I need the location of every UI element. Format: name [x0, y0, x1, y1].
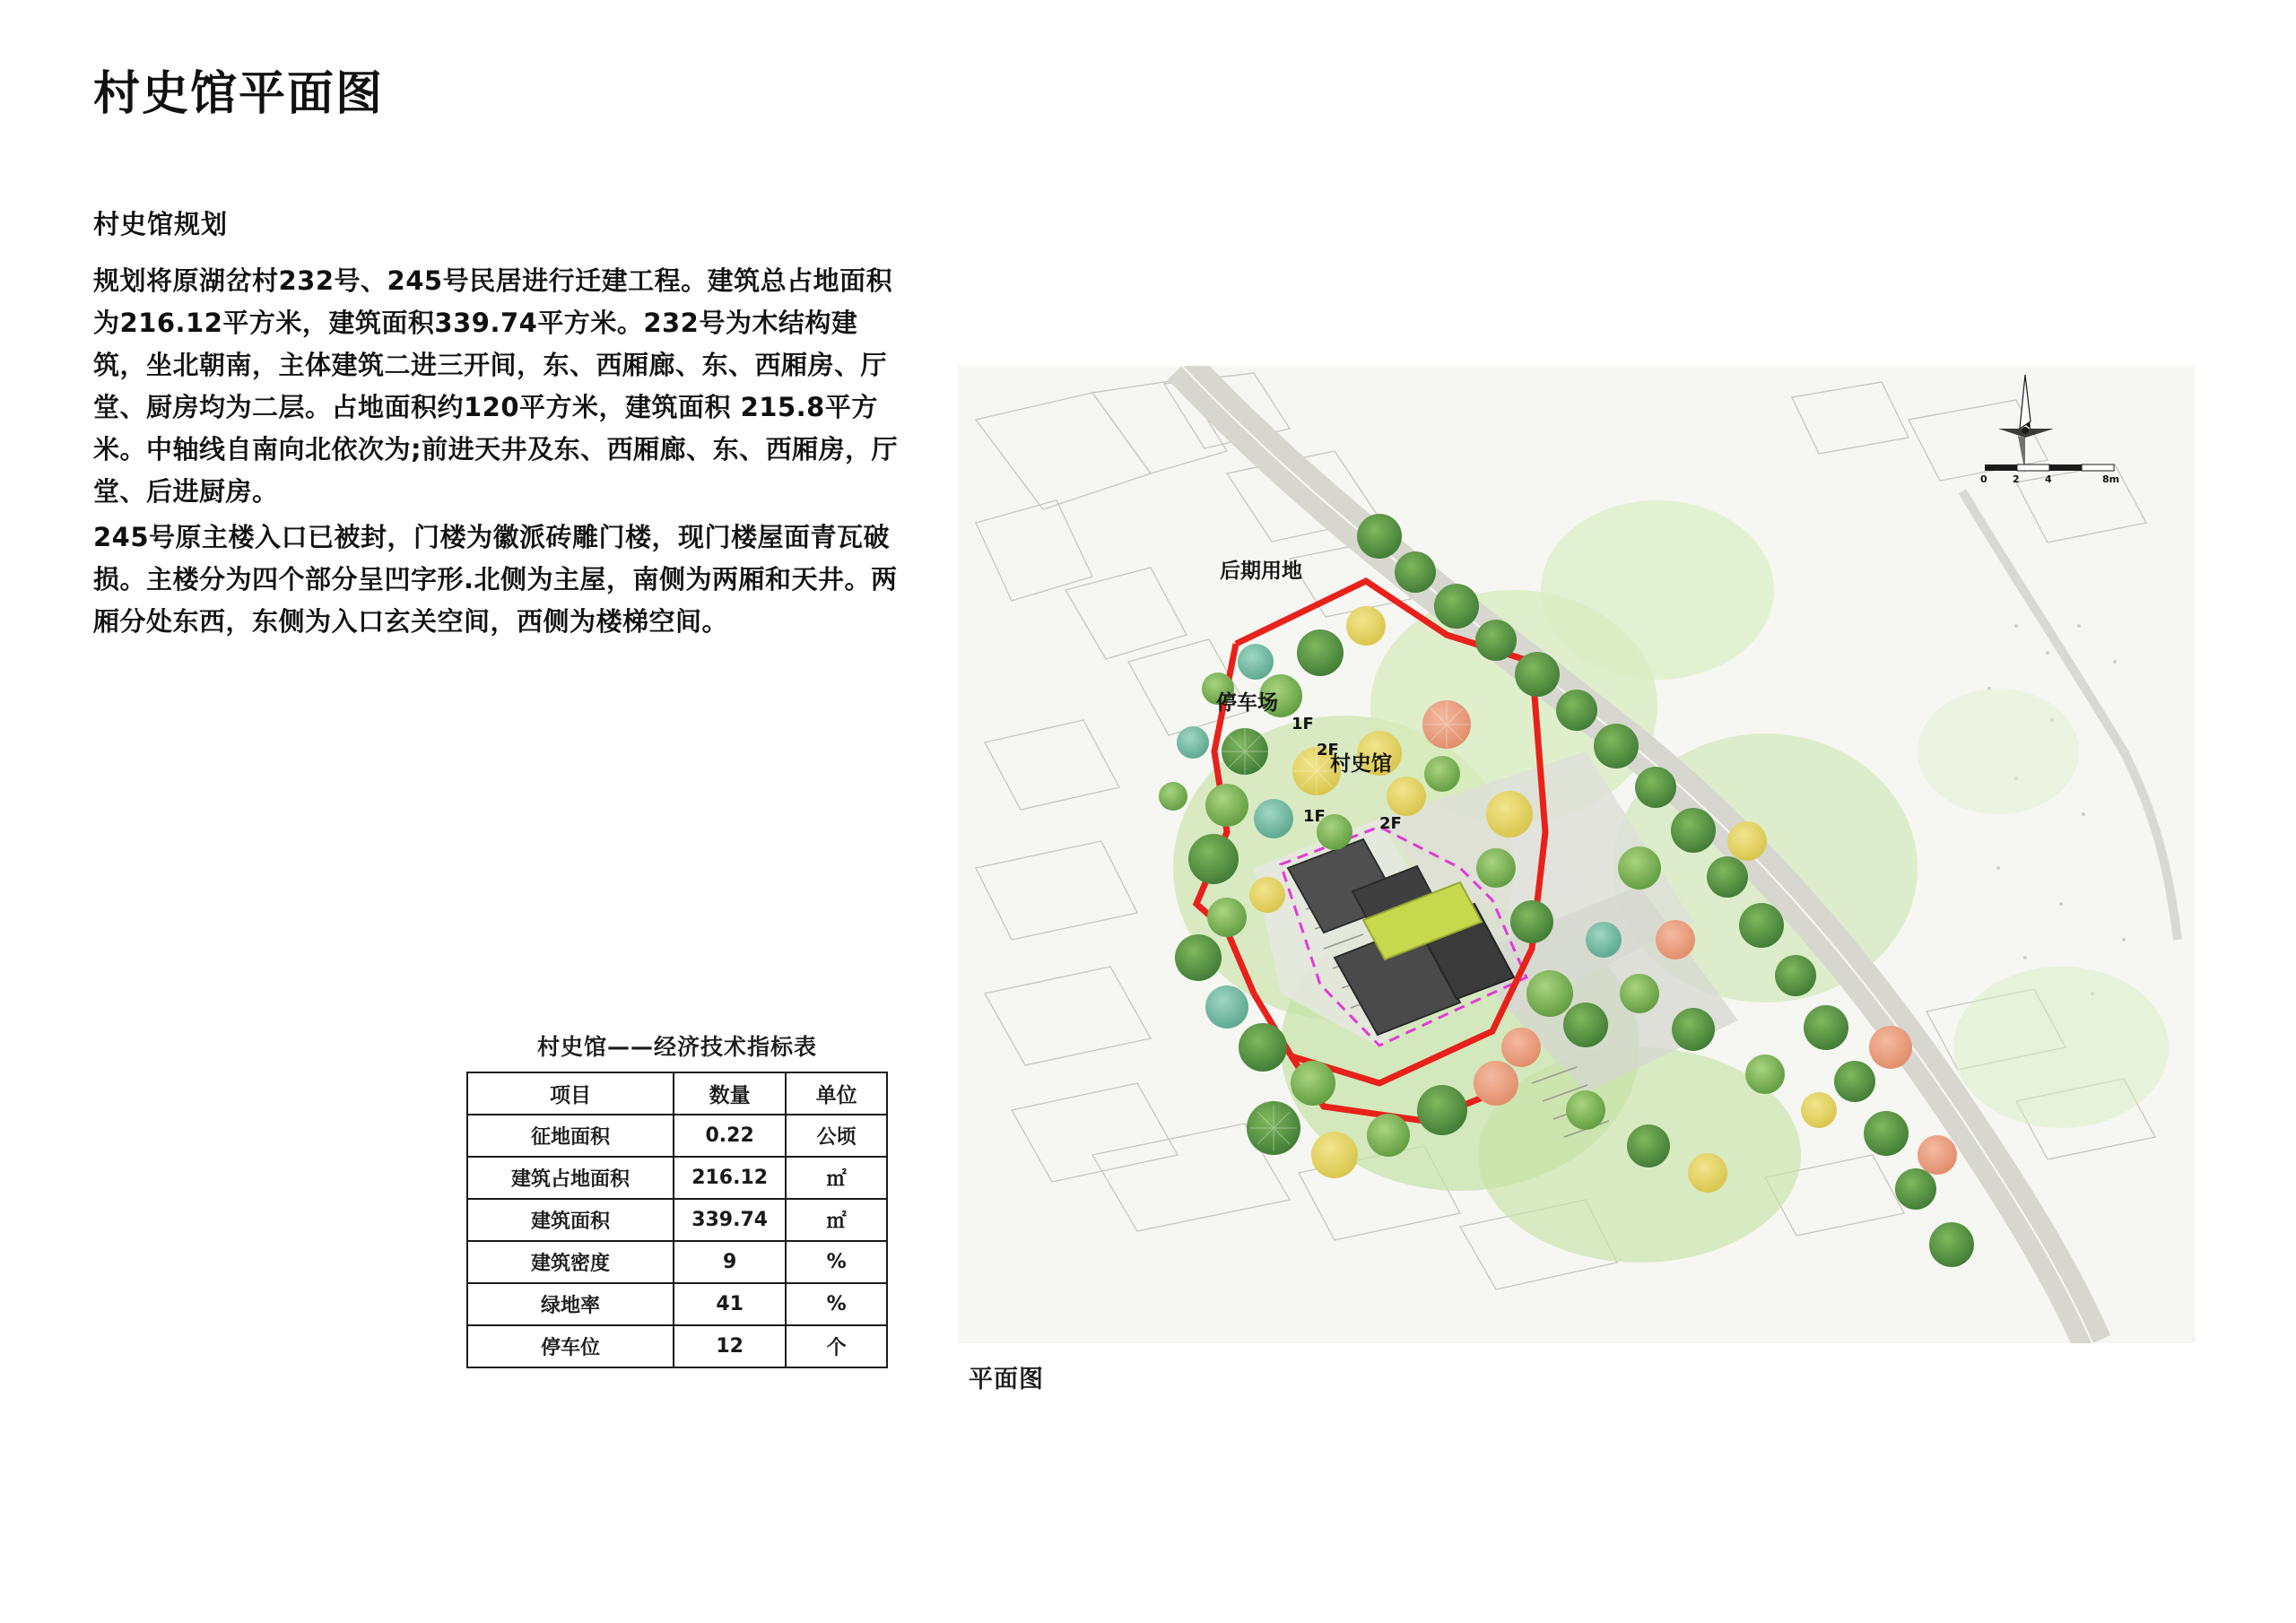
site-plan-svg: [958, 366, 2196, 1343]
scale-tick-2: 2: [2013, 473, 2020, 485]
economic-indicator-table-wrap: [466, 1029, 888, 1368]
table-cell-unit: ㎡: [786, 1157, 887, 1199]
table-row: [467, 1115, 887, 1157]
scale-tick-8m: 8m: [2102, 473, 2120, 485]
body-text: [93, 260, 909, 647]
table-cell-item: 建筑密度: [467, 1241, 674, 1283]
table-cell-item: 征地面积: [467, 1115, 674, 1157]
table-cell-quantity: 41: [674, 1283, 786, 1325]
table-header-row: [467, 1072, 887, 1115]
table-header-unit: 单位: [786, 1072, 887, 1115]
site-plan-figure: [958, 366, 2196, 1343]
table-cell-quantity: 339.74: [674, 1199, 786, 1241]
map-label-future-land: 后期用地: [1220, 560, 1302, 583]
table-cell-item: 停车位: [467, 1325, 674, 1367]
paragraph-2: 245号原主楼入口已被封，门楼为徽派砖雕门楼，现门楼屋面青瓦破损。主楼分为四个部分呈凹字形.北侧为主屋，南侧为两厢和天井。两厢分处东西，东侧为入口玄关空间，西侧为楼梯空间。: [93, 521, 898, 637]
map-label-floor-2f-a: 2F: [1317, 741, 1339, 759]
table-cell-item: 建筑占地面积: [467, 1157, 674, 1199]
table-row: [467, 1283, 887, 1325]
page-title: 村史馆平面图: [93, 67, 385, 121]
table-header-quantity: 数量: [674, 1072, 786, 1115]
table-row: [467, 1241, 887, 1283]
table-cell-quantity: 0.22: [674, 1115, 786, 1157]
table-header-item: 项目: [467, 1072, 674, 1115]
table-cell-unit: 个: [786, 1325, 887, 1367]
map-label-museum: 村史馆: [1330, 752, 1392, 776]
scale-tick-0: 0: [1980, 473, 1987, 485]
section-heading: 村史馆规划: [93, 209, 229, 239]
table-row: [467, 1325, 887, 1367]
site-plan-canvas: [958, 366, 2196, 1343]
table-caption: 村史馆——经济技术指标表: [536, 1034, 817, 1060]
table-cell-item: 建筑面积: [467, 1199, 674, 1241]
map-label-floor-1f-a: 1F: [1292, 715, 1314, 733]
table-cell-quantity: 9: [674, 1241, 786, 1283]
table-row: [467, 1199, 887, 1241]
map-label-parking: 停车场: [1216, 691, 1278, 715]
table-cell-unit: %: [786, 1283, 887, 1325]
table-cell-quantity: 216.12: [674, 1157, 786, 1199]
paragraph-1: 规划将原湖岔村232号、245号民居进行迁建工程。建筑总占地面积为216.12平方米，建筑面积339.74平方米。232号为木结构建筑，坐北朝南，主体建筑二进三开间，东、西厢廊、东、西厢房、厅堂、厨房均为二层。占地面积约120平方米，建筑面积 215.8平方米。中轴线自南向北依次为;前进天井及东、西厢廊、东、西厢房，厅堂、后进厨房。: [93, 265, 899, 507]
map-label-floor-2f-b: 2F: [1379, 814, 1402, 833]
map-label-floor-1f-b: 1F: [1303, 807, 1326, 826]
scale-bar: [1985, 464, 2114, 471]
economic-indicator-table: [466, 1072, 888, 1368]
table-cell-item: 绿地率: [467, 1283, 674, 1325]
table-row: [467, 1157, 887, 1199]
table-cell-quantity: 12: [674, 1325, 786, 1367]
table-cell-unit: %: [786, 1241, 887, 1283]
scale-tick-4: 4: [2045, 473, 2052, 485]
map-caption: 平面图: [969, 1366, 1044, 1393]
table-cell-unit: 公顷: [786, 1115, 887, 1157]
table-cell-unit: ㎡: [786, 1199, 887, 1241]
